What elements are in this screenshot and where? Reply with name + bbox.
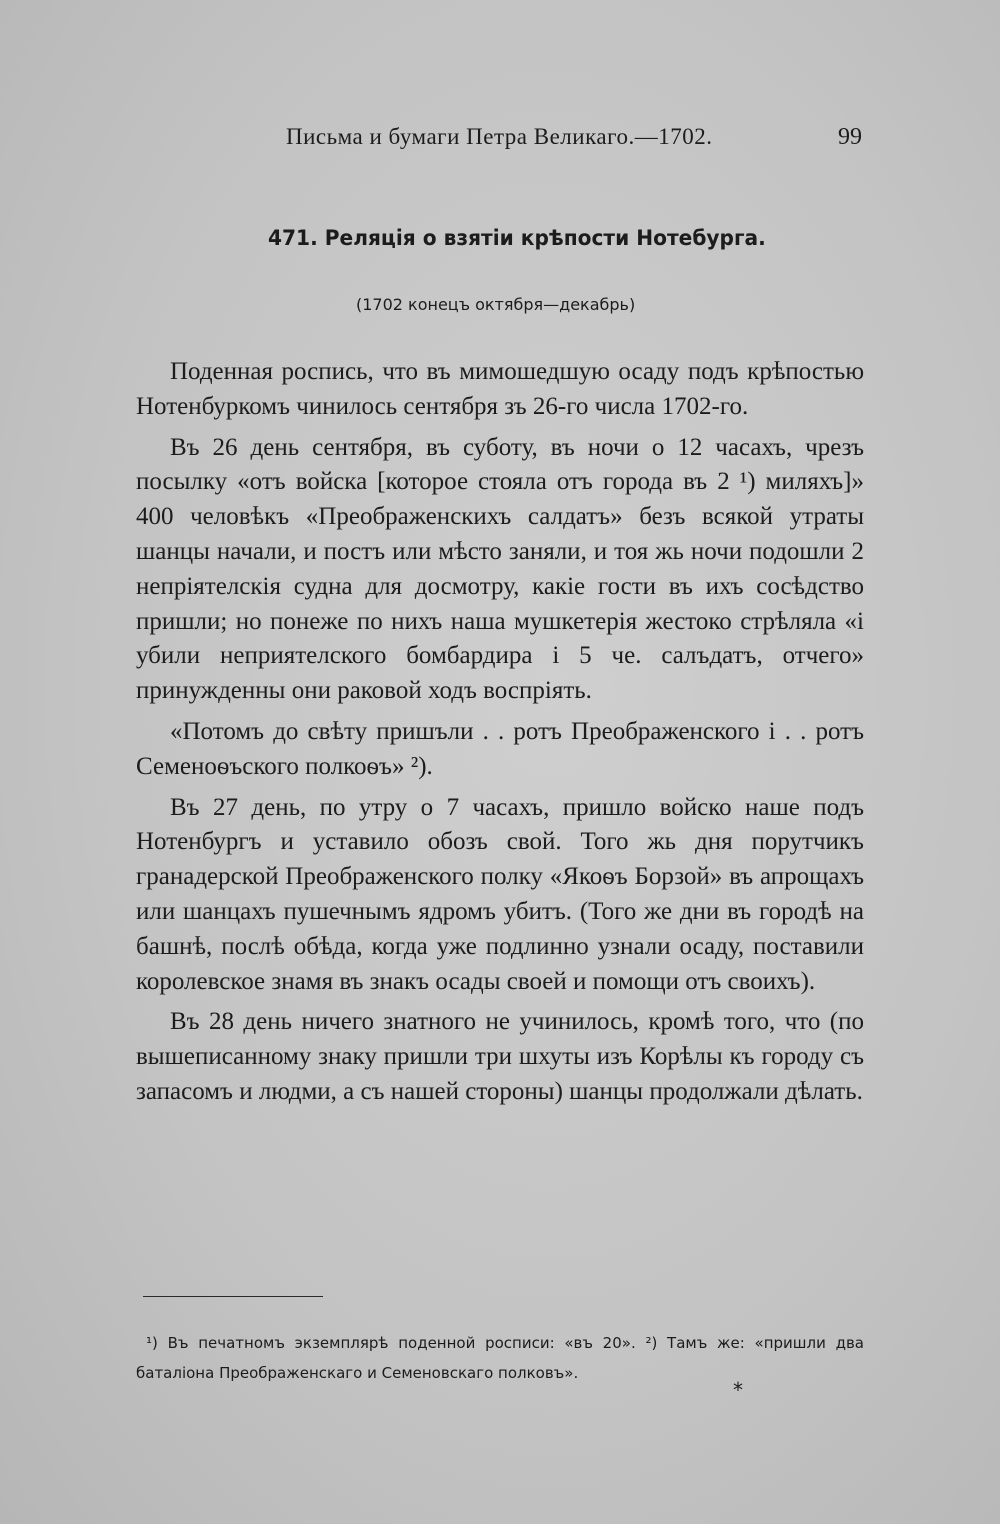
footnote-divider — [143, 1296, 323, 1297]
document-title: 471. Реляція о взятіи крѣпости Нотебурга. — [268, 226, 766, 250]
paragraph: Въ 26 день сентября, въ суботу, въ ночи о 12 часахъ, чрезъ посылку «отъ войска [которое стояла отъ города въ 2 ¹) миляхъ]» 400 человѣкъ «Преображенскихъ салдатъ» безъ всякой утраты шанцы начали, и постъ или мѣсто заняли, и тоя жь ночи подошли 2 непріятелскія судна для досмотру, какіе гости въ ихъ сосѣдство пришли; но понеже по нихъ наша мушкетерія жестоко стрѣляла «і убили неприятелского бомбардира і 5 че. салъдатъ, отчего» принужденны они раковой ходъ воспріять. — [136, 433, 864, 705]
page-number: 99 — [838, 124, 862, 150]
footnote: ¹) Въ печатномъ экземплярѣ поденной росписи: «въ 20». ²) Тамъ же: «пришли два баталіона Преображенскаго и Семеновскаго полковъ». — [136, 1334, 864, 1382]
paragraph: «Потомъ до свѣту пришъли . . ротъ Преображенского і . . ротъ Семеноѳъского полкоѳъ» ²). — [136, 717, 864, 780]
running-head: Письма и бумаги Петра Великаго.—1702. — [286, 124, 713, 149]
footnotes — [136, 1328, 864, 1388]
body-text — [136, 355, 864, 1116]
paragraph: Въ 27 день, по утру о 7 часахъ, пришло войско наше подъ Нотенбургъ и уставило обозъ свой. Того жь дня порутчикъ гранадерской Преображенского полку «Якоѳъ Борзой» въ апрощахъ или шанцахъ пушечнымъ ядромъ убитъ. (Того же дни въ городѣ на башнѣ, послѣ обѣда, когда уже подлинно узнали осаду, поставили королевское знамя въ знакъ осады своей и помощи отъ своихъ). — [136, 793, 864, 995]
signature-mark: * — [733, 1378, 743, 1402]
paragraph: Поденная роспись, что въ мимошедшую осаду подъ крѣпостью Нотенбуркомъ чинилось сентября зъ 26-го числа 1702-го. — [136, 358, 864, 420]
document-date: (1702 конецъ октября—декабрь) — [356, 295, 636, 314]
paragraph: Въ 28 день ничего знатного не учинилось, кромѣ того, что (по вышеписанному знаку пришли три шхуты изъ Корѣлы къ городу съ запасомъ и людми, а съ нашей стороны) шанцы продолжали дѣлать. — [136, 1008, 864, 1105]
